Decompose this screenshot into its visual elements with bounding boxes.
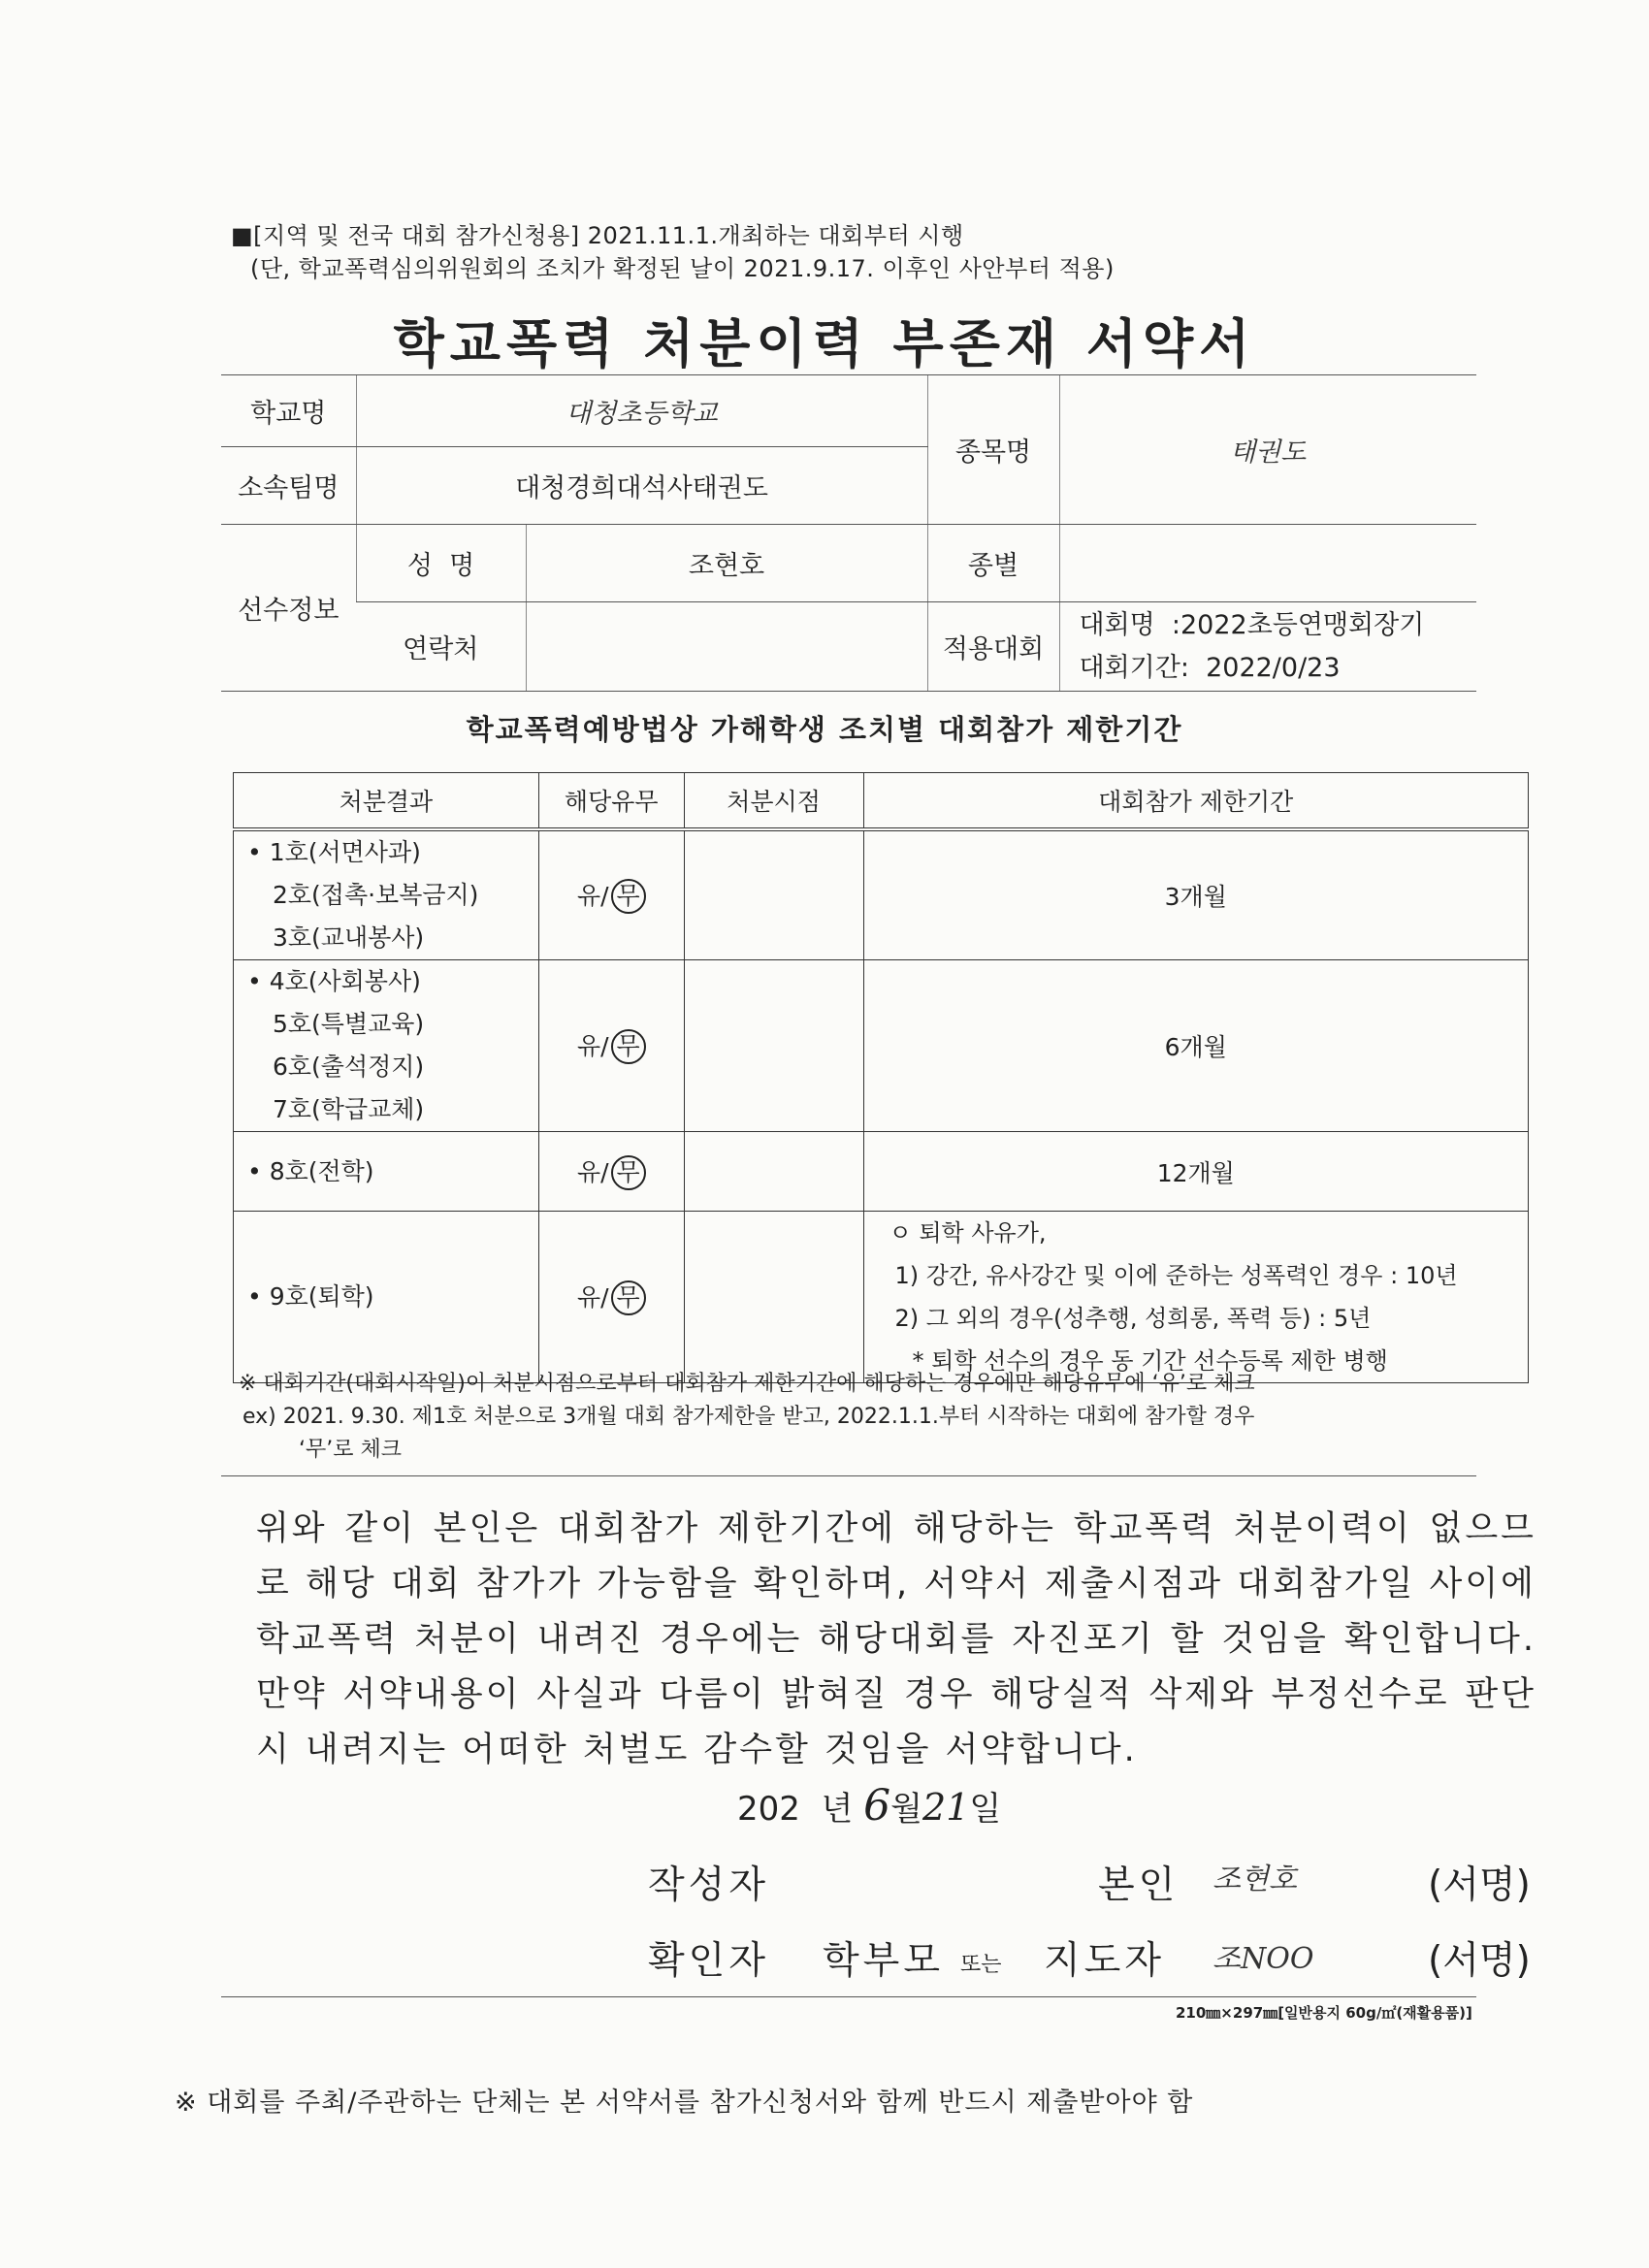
note-line: ex) 2021. 9.30. 제1호 처분으로 3개월 대회 참가제한을 받고, 2022.1.1.부터 시작하는 대회에 참가할 경우 — [242, 1405, 1255, 1429]
applicable-cell — [538, 1132, 684, 1212]
measure-cell — [234, 829, 539, 960]
date-line — [737, 1781, 1001, 1831]
applicable-cell — [538, 829, 684, 960]
date-day-label: 일 — [969, 1790, 1002, 1829]
note-line: ※ 대회기간(대회시작일)이 처분시점으로부터 대회참가 제한기간에 해당하는 경우에만 해당유무에 ‘유’로 체크 — [239, 1372, 1255, 1396]
sign-label-2: (서명) — [1428, 1939, 1531, 1983]
competition-cell — [1059, 602, 1476, 692]
footer-note: ※ 대회를 주최/주관하는 단체는 본 서약서를 참가신청서와 함께 반드시 제출받아야 함 — [175, 2088, 1194, 2118]
school-value: 대청초등학교 — [356, 375, 927, 447]
period-cell — [863, 1212, 1528, 1383]
table-row — [234, 1212, 1529, 1383]
event-label: 종목명 — [927, 375, 1059, 525]
disciplinary-table — [233, 772, 1529, 1383]
notes — [239, 1368, 1562, 1467]
table-row — [234, 1132, 1529, 1212]
yes-no-label: 유/ — [576, 1157, 609, 1186]
sign-label-1: (서명) — [1428, 1863, 1531, 1907]
period-line: * 퇴학 선수의 경우 동 기간 선수등록 제한 병행 — [912, 1347, 1388, 1375]
name-label: 성 명 — [356, 525, 526, 602]
table-row — [234, 960, 1529, 1132]
notes-divider — [221, 1475, 1476, 1476]
name-value: 조현호 — [526, 525, 927, 602]
date-month-handwritten: 6 — [863, 1781, 891, 1831]
competition-name: 대회명 :2022초등연맹회장기 — [1079, 609, 1425, 640]
measure-item: 3호(교내봉사) — [273, 923, 425, 952]
pledge-body: 위와 같이 본인은 대회참가 제한기간에 해당하는 학교폭력 처분이력이 없으므로 해당 대회 참가가 가능함을 확인하며, 서약서 제출시점과 대회참가일 사이에 학교폭력 처분이 내려진 경우에는 해당대회를 자진포기 할 것임을 확인합니다. 만약 서약내용이 사실과 다름이 밝혀질 경우 해당실적 삭제와 부정선수로 판단 시 내려지는 어떠한 처벌도 감수할 것임을 서약합니다. — [256, 1509, 1536, 1769]
col-header-date: 처분시점 — [684, 773, 863, 830]
period-cell: 6개월 — [863, 960, 1528, 1132]
info-table — [221, 374, 1476, 692]
table-row — [234, 829, 1529, 960]
competition-period: 대회기간: 2022/0/23 — [1079, 652, 1341, 683]
bottom-divider — [221, 1996, 1476, 1997]
measure-cell — [234, 960, 539, 1132]
circled-no-mark: 무 — [611, 879, 646, 914]
period-line: 1) 강간, 유사강간 및 이에 준하는 성폭력인 경우 : 10년 — [894, 1262, 1458, 1289]
col-header-period: 대회참가 제한기간 — [863, 773, 1528, 830]
confirmer-label: 확인자 — [648, 1939, 770, 1983]
measure-item: • 9호(퇴학) — [247, 1282, 374, 1311]
measure-item: • 8호(전학) — [247, 1156, 374, 1185]
yes-no-label: 유/ — [576, 882, 609, 910]
yes-no-label: 유/ — [576, 1283, 609, 1312]
date-year: 202 년 — [737, 1790, 854, 1829]
period-line: 2) 그 외의 경우(성추행, 성희롱, 폭력 등) : 5년 — [894, 1305, 1372, 1332]
team-label: 소속팀명 — [221, 447, 356, 525]
section-subtitle: 학교폭력예방법상 가해학생 조치별 대회참가 제한기간 — [466, 713, 1183, 746]
self-signature: 조현호 — [1212, 1863, 1297, 1896]
date-cell — [684, 1132, 863, 1212]
period-cell: 12개월 — [863, 1132, 1528, 1212]
competition-label: 적용대회 — [927, 602, 1059, 692]
measure-item: 6호(출석정지) — [273, 1053, 425, 1081]
instructor-label: 지도자 — [1044, 1939, 1166, 1983]
col-header-result: 처분결과 — [234, 773, 539, 830]
circled-no-mark: 무 — [611, 1029, 646, 1064]
parent-label: 학부모 — [823, 1939, 945, 1983]
date-month-label: 월 — [890, 1790, 923, 1829]
paper-spec: 210㎜×297㎜[일반용지 60g/㎡(재활용품)] — [1176, 2004, 1472, 2022]
date-day-handwritten: 21 — [922, 1786, 970, 1829]
contact-value — [526, 602, 927, 692]
applicable-cell — [538, 1212, 684, 1383]
category-value — [1059, 525, 1476, 602]
measure-item: 7호(학급교체) — [273, 1095, 425, 1123]
school-label: 학교명 — [221, 375, 356, 447]
date-cell — [684, 829, 863, 960]
col-header-applicable: 해당유무 — [538, 773, 684, 830]
instructor-signature: 조NOO — [1212, 1942, 1314, 1976]
yes-no-label: 유/ — [576, 1032, 609, 1060]
self-label: 본인 — [1098, 1863, 1180, 1907]
team-value: 대청경희대석사태권도 — [356, 447, 927, 525]
measure-cell — [234, 1132, 539, 1212]
document-title: 학교폭력 처분이력 부존재 서약서 — [393, 313, 1256, 374]
measure-cell — [234, 1212, 539, 1383]
date-cell — [684, 1212, 863, 1383]
category-label: 종별 — [927, 525, 1059, 602]
writer-label: 작성자 — [648, 1863, 770, 1907]
circled-no-mark: 무 — [611, 1155, 646, 1190]
note-line: ‘무’로 체크 — [299, 1438, 402, 1462]
measure-item: • 4호(사회봉사) — [247, 967, 421, 995]
or-label: 또는 — [960, 1953, 1002, 1977]
measure-item: • 1호(서면사과) — [247, 838, 421, 866]
period-line: ㅇ 퇴학 사유가, — [889, 1219, 1047, 1247]
event-value: 태권도 — [1059, 375, 1476, 525]
contact-label: 연락처 — [356, 602, 526, 692]
measure-item: 2호(접촉·보복금지) — [273, 881, 479, 909]
header-line-2: (단, 학교폭력심의위원회의 조치가 확정된 날이 2021.9.17. 이후인 사안부터 적용) — [250, 255, 1115, 282]
applicable-cell — [538, 960, 684, 1132]
measure-item: 5호(특별교육) — [273, 1010, 425, 1038]
period-cell: 3개월 — [863, 829, 1528, 960]
date-cell — [684, 960, 863, 1132]
circled-no-mark: 무 — [611, 1280, 646, 1315]
header-line-1: ■[지역 및 전국 대회 참가신청용] 2021.11.1.개최하는 대회부터 시행 — [231, 222, 964, 249]
player-info-label: 선수정보 — [221, 525, 356, 692]
